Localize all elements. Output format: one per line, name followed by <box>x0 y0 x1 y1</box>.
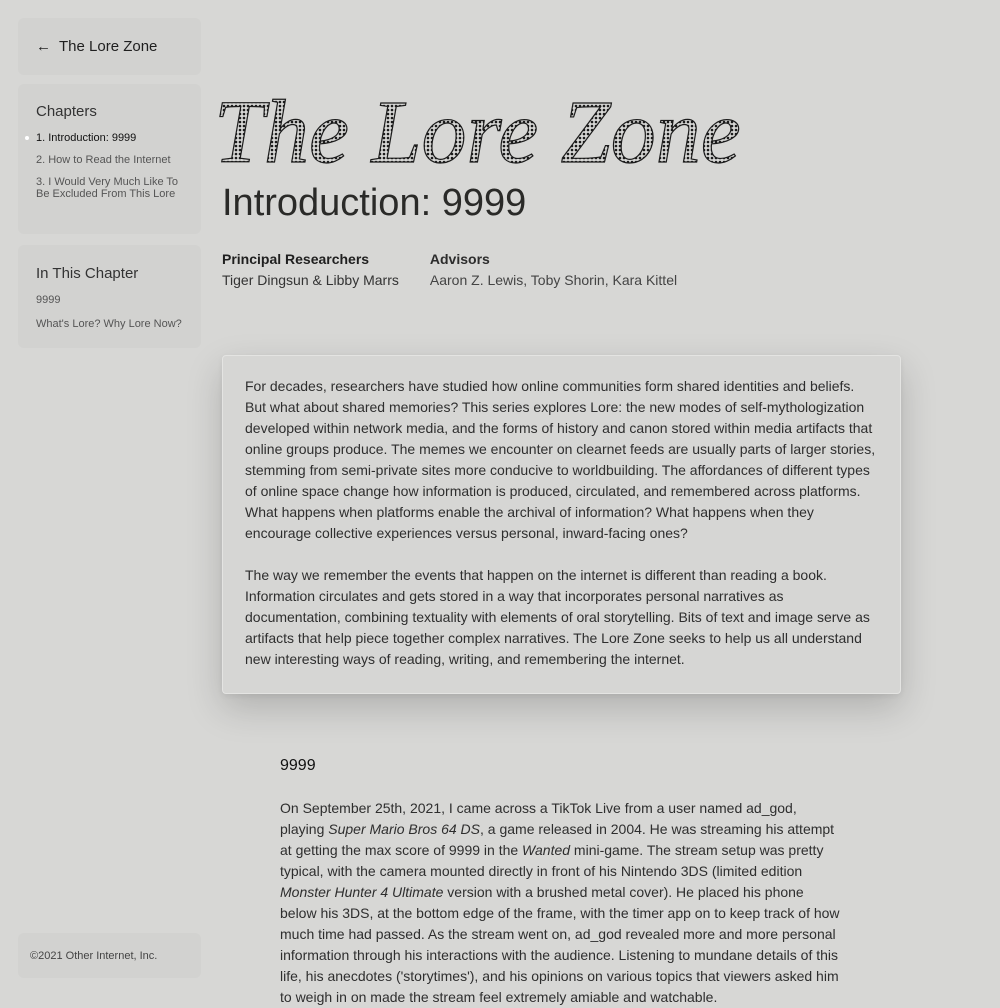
advisors-label: Advisors <box>429 251 490 267</box>
chapter-link-3[interactable]: 3. I Would Very Much Like To Be Excluded From This Lore <box>36 176 179 200</box>
section-9999 <box>280 757 840 1008</box>
chapter-title: Introduction: 9999 <box>222 182 527 224</box>
masthead-text: The Lore Zone <box>214 83 741 180</box>
in-this-chapter-panel <box>18 245 201 348</box>
chapters-heading: Chapters <box>36 103 97 120</box>
toc-heading: In This Chapter <box>36 265 139 282</box>
toc-link-9999[interactable]: 9999 <box>36 294 61 306</box>
section-paragraph <box>280 798 840 1008</box>
section-heading: 9999 <box>280 757 316 774</box>
section-text-1: On September 25th, 2021, I came across a TikTok Live from a user named ad_god, playing <box>280 800 797 837</box>
back-link[interactable] <box>18 18 201 75</box>
section-text-2: , a game released in 2004. He was streaming his attempt at getting the max score of 9999 in the <box>280 821 835 858</box>
advisors-block <box>430 251 677 288</box>
intro-paragraph-1: For decades, researchers have studied how online communities form shared identities and beliefs. But what about shared memories? This series explores Lore: the new modes of self-mythologization developed within network media, and the forms of history and canon stored within media artifacts that online groups produce. The memes we encounter on clearnet feeds are usually parts of larger stories, stemming from semi-private sites more conducive to worldbuilding. The affordances of different types of online space change how information is produced, circulated, and remembered across platforms. What happens when platforms enable the archival of information? What happens when they encourage collective experiences versus personal, inward-facing ones? <box>245 378 876 541</box>
section-text-4: version with a brushed metal cover). He placed his phone below his 3DS, at the bottom edge of the frame, with the timer app on to keep track of how much time had passed. As the stream went on, ad_god revealed more and more personal information through his interactions with the audience. Listening to mundane details of this life, his anecdotes ('storytimes'), and his opinions on various topics that viewers asked him to weigh in on made the stream feel extremely amiable and watchable. <box>280 884 840 1005</box>
back-link-label: The Lore Zone <box>59 38 158 55</box>
footer <box>18 933 201 978</box>
chapter-link-1[interactable]: 1. Introduction: 9999 <box>36 132 183 144</box>
masthead-logo <box>210 80 770 180</box>
arrow-left-icon: ← <box>36 38 51 55</box>
researchers-names: Tiger Dingsun & Libby Marrs <box>222 272 399 288</box>
credits <box>222 251 708 288</box>
copyright-text: ©2021 Other Internet, Inc. <box>30 949 158 962</box>
intro-paragraph-2: The way we remember the events that happen on the internet is different than reading a book. Information circulates and gets stored in a way that incorporates personal narratives as documentation, combining textuality with elements of oral storytelling. Bits of text and image serve as artifacts that help piece together complex narratives. The Lore Zone seeks to help us all understand new interesting ways of reading, writing, and remembering the internet. <box>245 567 870 667</box>
researchers-block <box>222 251 399 288</box>
chapter-link-2[interactable]: 2. How to Read the Internet <box>36 154 171 166</box>
chapters-panel <box>18 84 201 234</box>
advisors-names: Aaron Z. Lewis, Toby Shorin, Kara Kittel <box>429 272 678 288</box>
section-text-3: mini-game. The stream setup was pretty typical, with the camera mounted directly in front of his Nintendo 3DS (limited edition <box>280 842 824 879</box>
toc-link-whats-lore[interactable]: What's Lore? Why Lore Now? <box>36 318 182 330</box>
edition-title: Monster Hunter 4 Ultimate <box>280 884 444 900</box>
minigame-title: Wanted <box>522 842 571 858</box>
intro-box <box>222 355 901 694</box>
researchers-label: Principal Researchers <box>222 251 370 267</box>
game-title: Super Mario Bros 64 DS <box>328 821 480 837</box>
